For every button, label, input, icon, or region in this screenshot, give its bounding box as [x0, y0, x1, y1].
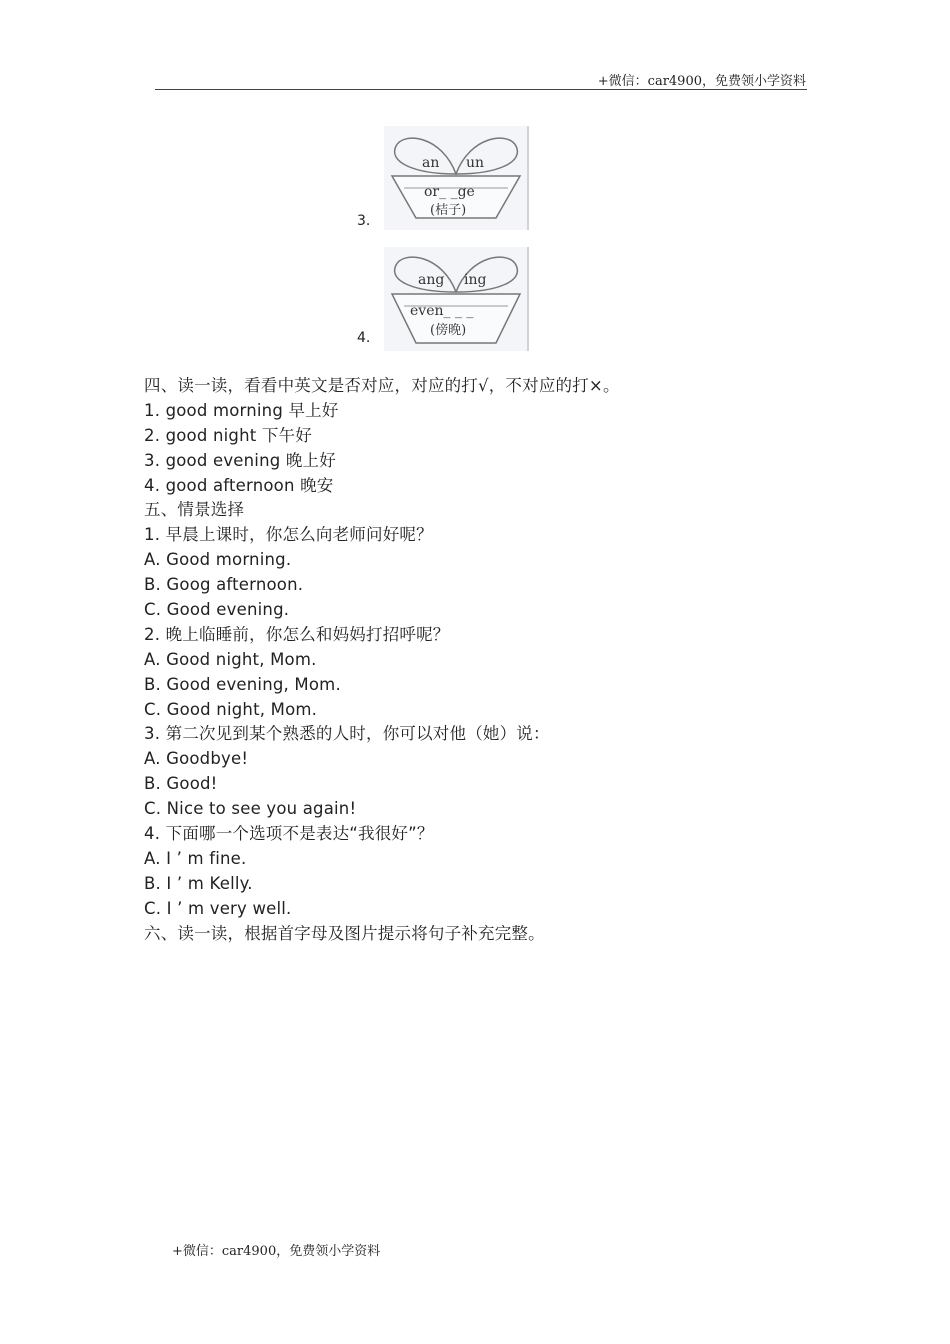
butterfly-diagram — [384, 126, 529, 230]
butterfly-figure-orange — [384, 126, 529, 230]
match-item: 4. good afternoon 晚安 — [144, 475, 334, 495]
page-footer: +微信：car4900，免费领小学资料 — [172, 1244, 381, 1259]
option: A. Goodbye! — [144, 749, 249, 769]
option: B. Goog afternoon. — [144, 575, 304, 595]
word-meaning: (傍晚) — [430, 323, 467, 338]
figure-edge — [527, 247, 529, 351]
option: C. Good night, Mom. — [144, 699, 318, 719]
section-heading: 六、读一读，根据首字母及图片提示将句子补充完整。 — [144, 923, 545, 943]
option: C. I ’ m very well. — [144, 898, 292, 918]
option: C. Nice to see you again! — [144, 799, 357, 819]
section-heading: 五、情景选择 — [144, 500, 245, 520]
question: 2. 晚上临睡前，你怎么和妈妈打招呼呢？ — [144, 624, 450, 644]
blank-word: or_ _ge — [424, 184, 475, 200]
left-syllable: ang — [418, 272, 445, 288]
question: 4. 下面哪一个选项不是表达“我很好”？ — [144, 824, 434, 844]
header-rule — [155, 89, 807, 90]
blank-word: even_ _ _ — [410, 303, 474, 319]
section-heading: 四、读一读，看看中英文是否对应，对应的打√，不对应的打×。 — [144, 376, 620, 395]
match-item: 3. good evening 晚上好 — [144, 450, 336, 470]
butterfly-figure-evening — [384, 247, 529, 351]
option: B. Good! — [144, 774, 218, 794]
option: A. I ’ m fine. — [144, 848, 247, 868]
option: C. Good evening. — [144, 600, 290, 620]
option: A. Good night, Mom. — [144, 649, 317, 669]
question: 3. 第二次见到某个熟悉的人时，你可以对他（她）说： — [144, 724, 550, 744]
page-header: +微信：car4900，免费领小学资料 — [597, 74, 806, 89]
figure-number: 4. — [357, 330, 371, 346]
word-meaning: (桔子) — [430, 203, 467, 218]
match-item: 1. good morning 早上好 — [144, 400, 339, 420]
option: A. Good morning. — [144, 550, 292, 570]
right-syllable: ing — [464, 272, 487, 288]
question: 1. 早晨上课时，你怎么向老师问好呢？ — [144, 525, 433, 545]
right-syllable: un — [466, 155, 485, 171]
match-item: 2. good night 下午好 — [144, 425, 312, 445]
option: B. Good evening, Mom. — [144, 674, 341, 694]
option: B. I ’ m Kelly. — [144, 873, 253, 893]
left-syllable: an — [422, 155, 440, 171]
worksheet-body — [144, 374, 844, 946]
butterfly-diagram — [384, 247, 529, 347]
figure-number: 3. — [357, 213, 371, 229]
figure-edge — [527, 126, 529, 230]
